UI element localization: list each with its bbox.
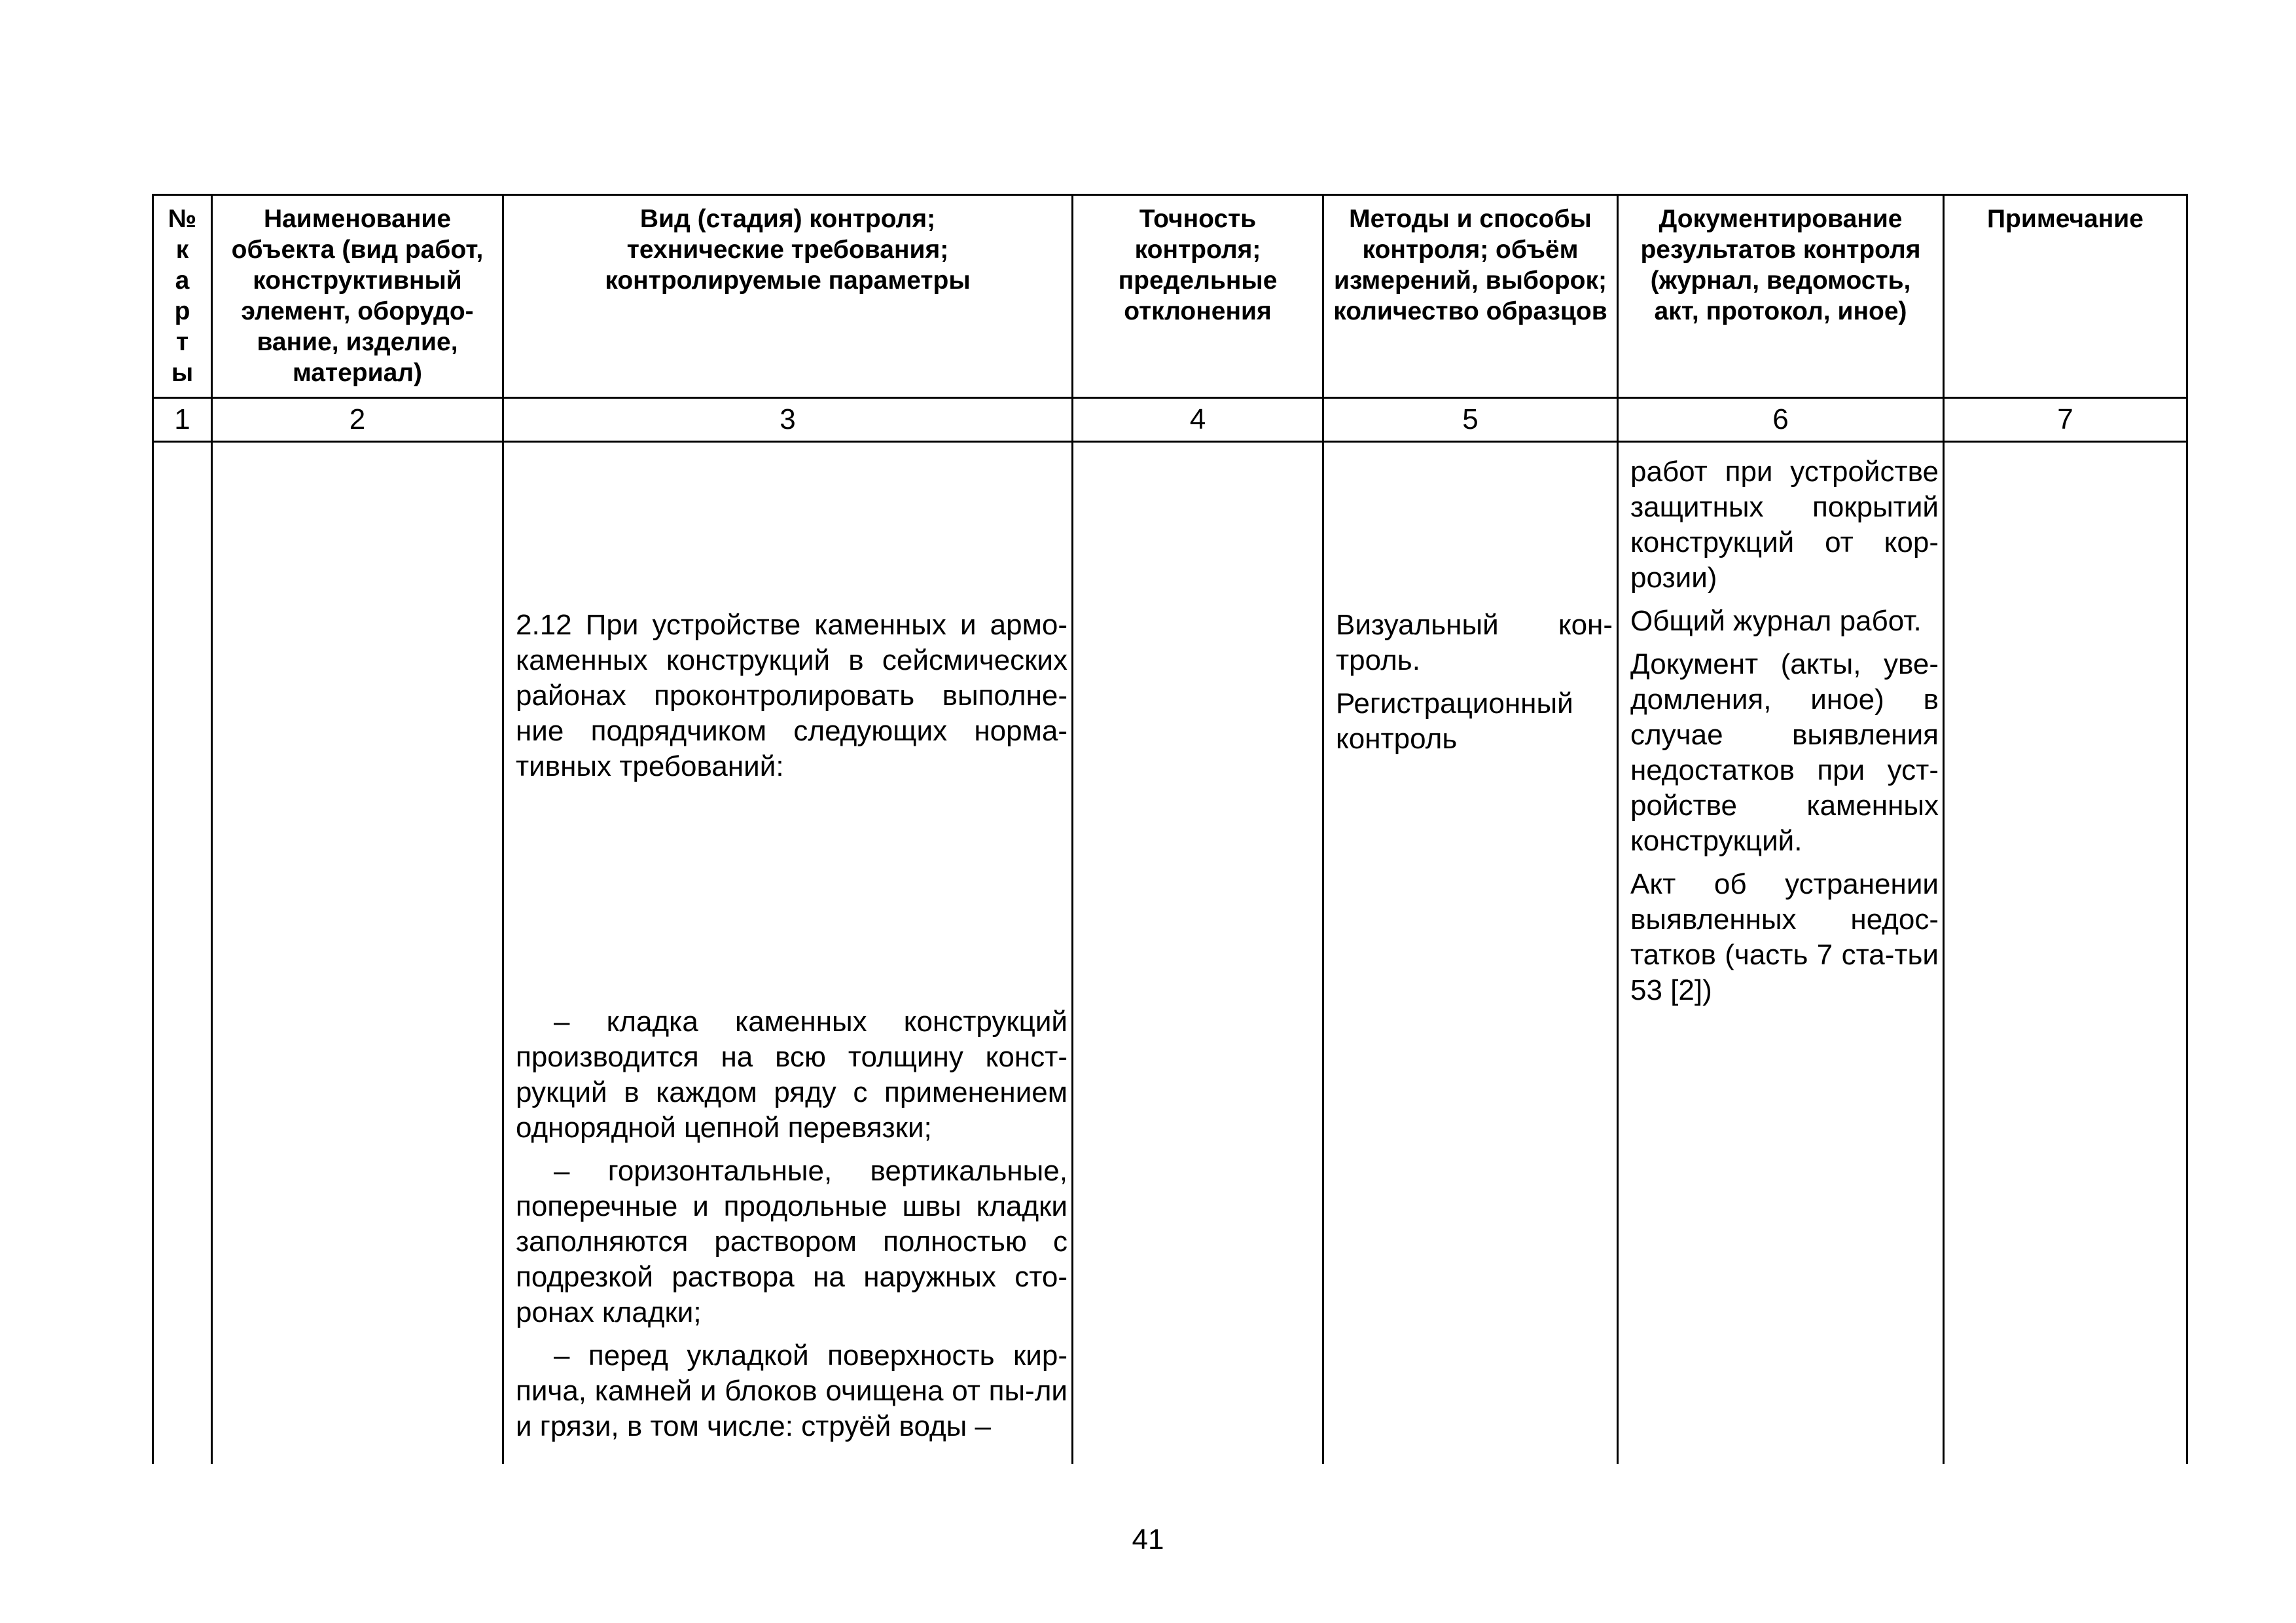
body-cell-documentation — [1618, 442, 1944, 1465]
control-table — [152, 194, 2188, 1464]
column-number: 2 — [212, 398, 503, 442]
table-header-row — [153, 195, 2187, 398]
column-number: 7 — [1944, 398, 2187, 442]
column-number: 4 — [1073, 398, 1323, 442]
requirement-item: – горизонтальные, вертикальные, поперечные и продольные швы кладки заполняются раствором полностью с подрезкой раствора на наружных сто-ронах кладки; — [516, 1155, 1067, 1328]
header-card-number — [153, 195, 212, 398]
documentation-line: Общий журнал работ. — [1630, 605, 1922, 637]
method-line: Визуальный кон-троль. — [1336, 609, 1613, 676]
column-number: 5 — [1323, 398, 1618, 442]
body-cell-methods — [1323, 442, 1618, 1465]
body-cell-note — [1944, 442, 2187, 1465]
body-cell-requirements — [503, 442, 1073, 1465]
header-card-number-line: а — [175, 266, 190, 295]
header-card-number-line: т — [175, 328, 189, 356]
table-body-row — [153, 442, 2187, 1465]
header-control-type: Вид (стадия) контроля; технические требования; контролируемые параметры — [503, 195, 1073, 398]
header-note: Примечание — [1944, 195, 2187, 398]
requirement-item: – перед укладкой поверхность кир-пича, камней и блоков очищена от пы-ли и грязи, в том числе: струёй воды – — [516, 1340, 1067, 1442]
header-card-number-line: ы — [171, 359, 194, 387]
header-card-number-line: № — [168, 205, 197, 233]
page-number: 41 — [1132, 1523, 1164, 1556]
column-number-row — [153, 398, 2187, 442]
body-cell-object-name — [212, 442, 503, 1465]
header-documentation: Документирование результатов контроля (журнал, ведомость, акт, протокол, иное) — [1618, 195, 1944, 398]
header-methods: Методы и способы контроля; объём измерений, выборок; количество образцов — [1323, 195, 1618, 398]
column-number: 3 — [503, 398, 1073, 442]
header-card-number-line: к — [175, 236, 189, 264]
header-object-name: Наименование объекта (вид работ, конструктивный элемент, оборудо-вание, изделие, материал) — [212, 195, 503, 398]
requirements-intro: 2.12 При устройстве каменных и армо-каменных конструкций в сейсмических районах проконтролировать выполне-ние подрядчиком следующих норма-тивных требований: — [516, 609, 1067, 782]
documentation-line: работ при устройстве защитных покрытий конструкций от кор-розии) — [1630, 456, 1939, 594]
header-card-number-line: р — [174, 297, 190, 325]
documentation-line: Документ (акты, уве-домления, иное) в случае выявления недостатков при уст-ройстве каменных конструкций. — [1630, 648, 1939, 857]
documentation-line: Акт об устранении выявленных недос-татков (часть 7 ста-тьи 53 [2]) — [1630, 868, 1939, 1006]
requirement-item: – кладка каменных конструкций производится на всю толщину конст-рукций в каждом ряду с применением однорядной цепной перевязки; — [516, 1006, 1067, 1144]
header-accuracy: Точность контроля; предельные отклонения — [1073, 195, 1323, 398]
body-cell-card-number — [153, 442, 212, 1465]
body-cell-accuracy — [1073, 442, 1323, 1465]
column-number: 1 — [153, 398, 212, 442]
column-number: 6 — [1618, 398, 1944, 442]
method-line: Регистрационный контроль — [1336, 687, 1573, 755]
